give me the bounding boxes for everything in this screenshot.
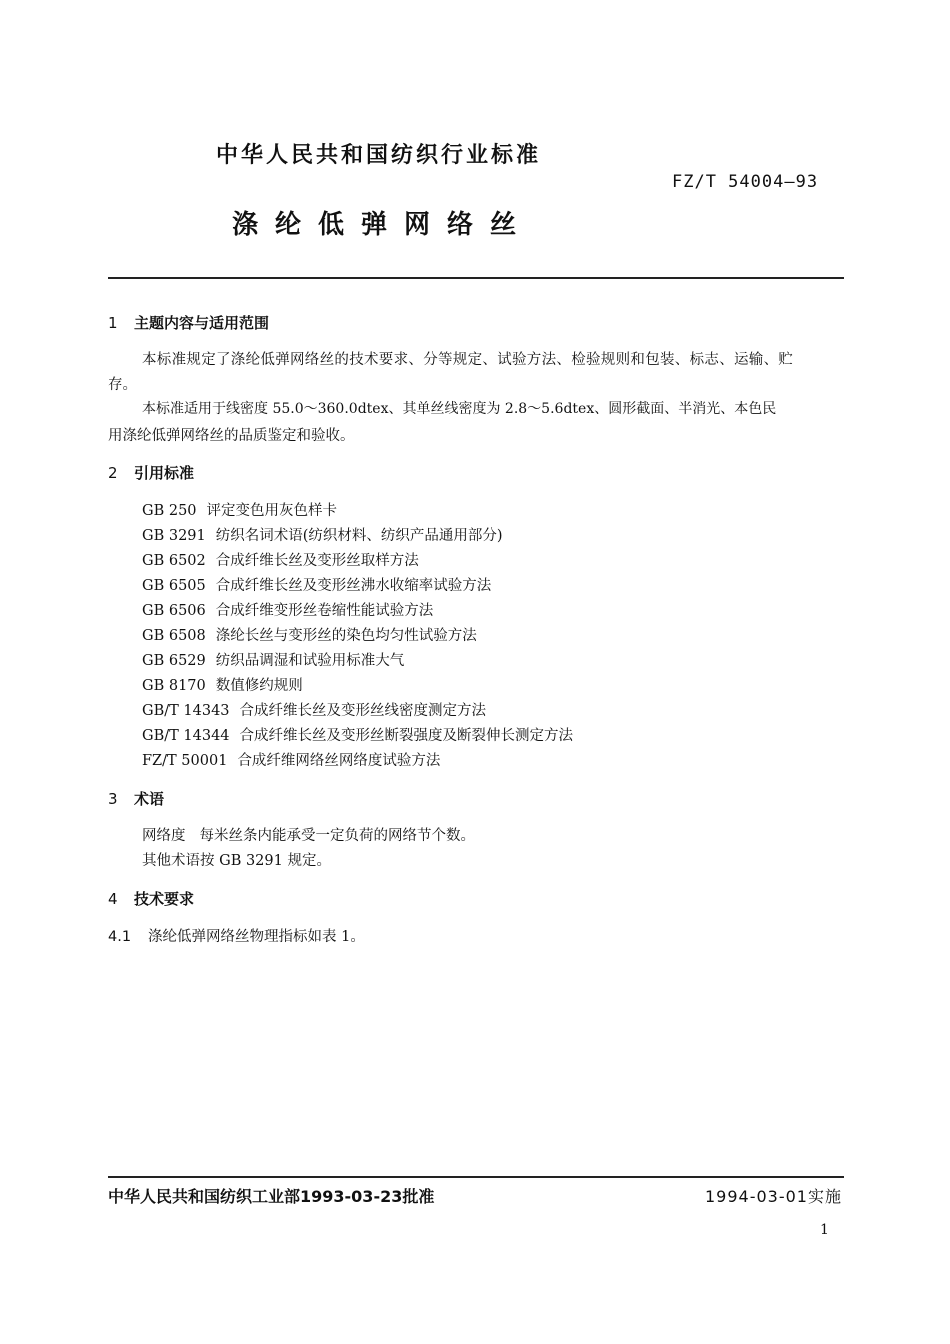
reference-code: GB 6508 bbox=[142, 628, 206, 644]
reference-title: 合成纤维长丝及变形丝沸水收缩率试验方法 bbox=[215, 578, 492, 594]
approval-line: 中华人民共和国纺织工业部1993-03-23批准 bbox=[108, 1187, 435, 1206]
reference-code: GB 6502 bbox=[142, 553, 206, 569]
reference-title: 评定变色用灰色样卡 bbox=[206, 503, 338, 519]
issuer-title: 中华人民共和国纺织行业标准 bbox=[216, 143, 542, 168]
term-name: 网络度 bbox=[142, 828, 186, 844]
section-2-heading bbox=[108, 462, 194, 483]
section-title: 主题内容与适用范围 bbox=[134, 314, 270, 332]
page-number: 1 bbox=[820, 1222, 829, 1238]
section-number: 1 bbox=[108, 314, 118, 332]
scope-paragraph-2: 本标准适用于线密度 55.0～360.0dtex、其单丝线密度为 2.8～5.6dtex、圆形截面、半消光、本色民 bbox=[142, 401, 777, 417]
document-title: 涤纶低弹网络丝 bbox=[232, 210, 534, 240]
section-title: 技术要求 bbox=[134, 890, 195, 908]
section-number: 3 bbox=[108, 790, 118, 808]
reference-row bbox=[142, 674, 303, 695]
section-number: 2 bbox=[108, 464, 118, 482]
reference-title: 合成纤维变形丝卷缩性能试验方法 bbox=[215, 603, 434, 619]
section-3-heading bbox=[108, 788, 164, 809]
reference-row bbox=[142, 599, 433, 620]
reference-title: 纺织品调湿和试验用标准大气 bbox=[215, 653, 405, 669]
reference-row bbox=[142, 549, 419, 570]
reference-code: GB 3291 bbox=[142, 528, 206, 544]
reference-code: GB 6505 bbox=[142, 578, 206, 594]
effective-date: 1994-03-01实施 bbox=[705, 1187, 842, 1206]
term-definition bbox=[142, 824, 475, 845]
reference-row bbox=[142, 624, 477, 645]
reference-code: FZ/T 50001 bbox=[142, 753, 228, 769]
standard-code: FZ/T 54004—93 bbox=[672, 172, 819, 192]
reference-code: GB 250 bbox=[142, 503, 197, 519]
reference-title: 合成纤维长丝及变形丝断裂强度及断裂伸长测定方法 bbox=[239, 728, 574, 744]
section-number: 4 bbox=[108, 890, 118, 908]
reference-code: GB/T 14343 bbox=[142, 703, 230, 719]
reference-title: 涤纶长丝与变形丝的染色均匀性试验方法 bbox=[215, 628, 477, 644]
footer-divider bbox=[108, 1176, 844, 1178]
scope-paragraph-1-cont: 存。 bbox=[108, 377, 137, 393]
reference-title: 纺织名词术语(纺织材料、纺织产品通用部分) bbox=[215, 528, 503, 544]
scope-paragraph-2-cont: 用涤纶低弹网络丝的品质鉴定和验收。 bbox=[108, 428, 355, 444]
section-title: 术语 bbox=[134, 790, 165, 808]
clause-number: 4.1 bbox=[108, 929, 132, 945]
reference-row bbox=[142, 649, 404, 670]
reference-row bbox=[142, 574, 491, 595]
reference-code: GB 6529 bbox=[142, 653, 206, 669]
reference-code: GB/T 14344 bbox=[142, 728, 230, 744]
term-text: 每米丝条内能承受一定负荷的网络节个数。 bbox=[199, 828, 475, 844]
reference-row bbox=[142, 699, 486, 720]
section-4-heading bbox=[108, 888, 194, 909]
reference-row bbox=[142, 524, 503, 545]
section-1-heading bbox=[108, 312, 269, 333]
reference-row bbox=[142, 749, 440, 770]
reference-code: GB 6506 bbox=[142, 603, 206, 619]
scope-paragraph-1: 本标准规定了涤纶低弹网络丝的技术要求、分等规定、试验方法、检验规则和包装、标志、运输、贮 bbox=[142, 352, 794, 368]
reference-title: 数值修约规则 bbox=[215, 678, 303, 694]
section-title: 引用标准 bbox=[134, 464, 195, 482]
reference-row bbox=[142, 499, 337, 520]
header-divider bbox=[108, 277, 844, 279]
reference-title: 合成纤维长丝及变形丝线密度测定方法 bbox=[239, 703, 487, 719]
reference-title: 合成纤维网络丝网络度试验方法 bbox=[237, 753, 441, 769]
reference-code: GB 8170 bbox=[142, 678, 206, 694]
clause-text: 涤纶低弹网络丝物理指标如表 1。 bbox=[148, 929, 365, 945]
clause-4-1 bbox=[108, 925, 365, 946]
reference-row bbox=[142, 724, 573, 745]
other-terms: 其他术语按 GB 3291 规定。 bbox=[142, 853, 331, 869]
reference-title: 合成纤维长丝及变形丝取样方法 bbox=[215, 553, 419, 569]
